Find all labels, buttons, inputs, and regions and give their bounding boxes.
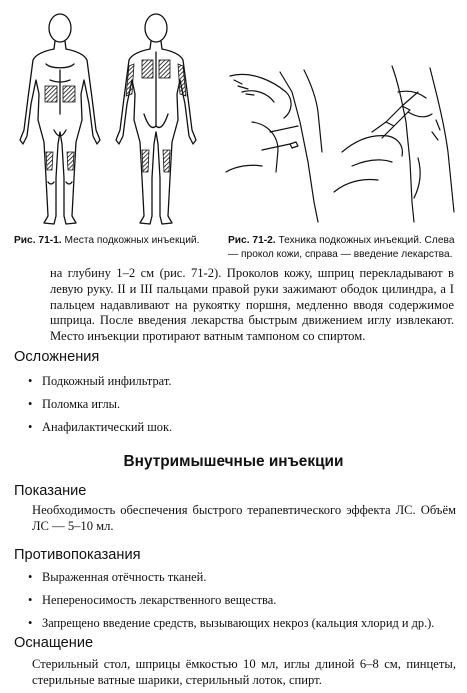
front-body-outline xyxy=(20,14,100,224)
list-item: • Поломка иглы. xyxy=(28,393,172,416)
back-thigh-zone-right xyxy=(163,150,170,172)
contraindications-heading: Противопоказания xyxy=(14,547,141,563)
scapula-zone-left xyxy=(142,60,153,78)
figure-injection-technique xyxy=(222,62,462,226)
right-panel-drug-injection xyxy=(334,66,454,222)
list-item: • Выраженная отёчность тканей. xyxy=(28,566,434,589)
figure-2-number: 71-2. xyxy=(252,235,276,246)
bullet-glyph: • xyxy=(28,374,33,388)
bullet-glyph: • xyxy=(28,616,33,630)
figure-injection-sites xyxy=(6,2,216,230)
indication-heading: Показание xyxy=(14,483,87,499)
front-thigh-zone-left xyxy=(46,152,53,170)
abdomen-zone-left xyxy=(45,86,57,102)
figure-2-caption xyxy=(228,234,464,262)
equipment-heading: Оснащение xyxy=(14,635,94,651)
list-item: • Запрещено введение средств, вызывающих некроз (кальция хлорид и др.). xyxy=(28,612,434,635)
bullet-glyph: • xyxy=(28,397,33,411)
back-body-outline xyxy=(116,14,196,224)
complications-list xyxy=(28,370,172,439)
list-item: • Анафилактический шок. xyxy=(28,416,172,439)
list-item: • Подкожный инфильтрат. xyxy=(28,370,172,393)
figure-2-label: Рис. xyxy=(228,235,250,246)
left-panel-skin-puncture xyxy=(226,70,322,222)
front-thigh-zone-right xyxy=(67,152,74,170)
procedure-continuation-paragraph: на глубину 1–2 см (рис. 71-2). Проколов кожу, шприц перекладывают в левую руку. II и III пальцами правой руки зажимают ободок цилиндра, а I пальцем надавливают на рукоятку поршня, медленно вводя содержимое шприца. После введения лекарства быстрым движением иглу извлекают. Место инъекции протирают ватным тампоном со спиртом. xyxy=(50,266,454,344)
bullet-glyph: • xyxy=(28,420,33,434)
scapula-zone-right xyxy=(159,60,170,78)
bullet-glyph: • xyxy=(28,570,33,584)
figure-1-caption-text: Места подкожных инъекций. xyxy=(64,235,200,246)
abdomen-zone-right xyxy=(63,86,75,102)
figure-2-caption-text: Техника подкожных инъекций. Слева — прокол кожи, справа — введение лекарства. xyxy=(228,235,455,260)
figure-1-number: 71-1. xyxy=(38,235,62,246)
figure-1-label: Рис. xyxy=(14,235,36,246)
contraindications-list xyxy=(28,566,434,635)
bullet-glyph: • xyxy=(28,593,33,607)
list-item: • Непереносимость лекарственного вещества. xyxy=(28,589,434,612)
figure-1-caption xyxy=(14,234,219,248)
complications-heading: Осложнения xyxy=(14,349,100,365)
section-title: Внутримышечные инъекции xyxy=(123,453,344,470)
back-thigh-zone-left xyxy=(142,150,149,172)
equipment-paragraph: Стерильный стол, шприцы ёмкостью 10 мл, иглы длиной 6–8 см, пинцеты, стерильные ватные шарики, стерильный лоток, спирт. xyxy=(32,657,456,687)
indication-paragraph: Необходимость обеспечения быстрого терапевтического эффекта ЛС. Объём ЛС — 5–10 мл. xyxy=(32,503,456,533)
